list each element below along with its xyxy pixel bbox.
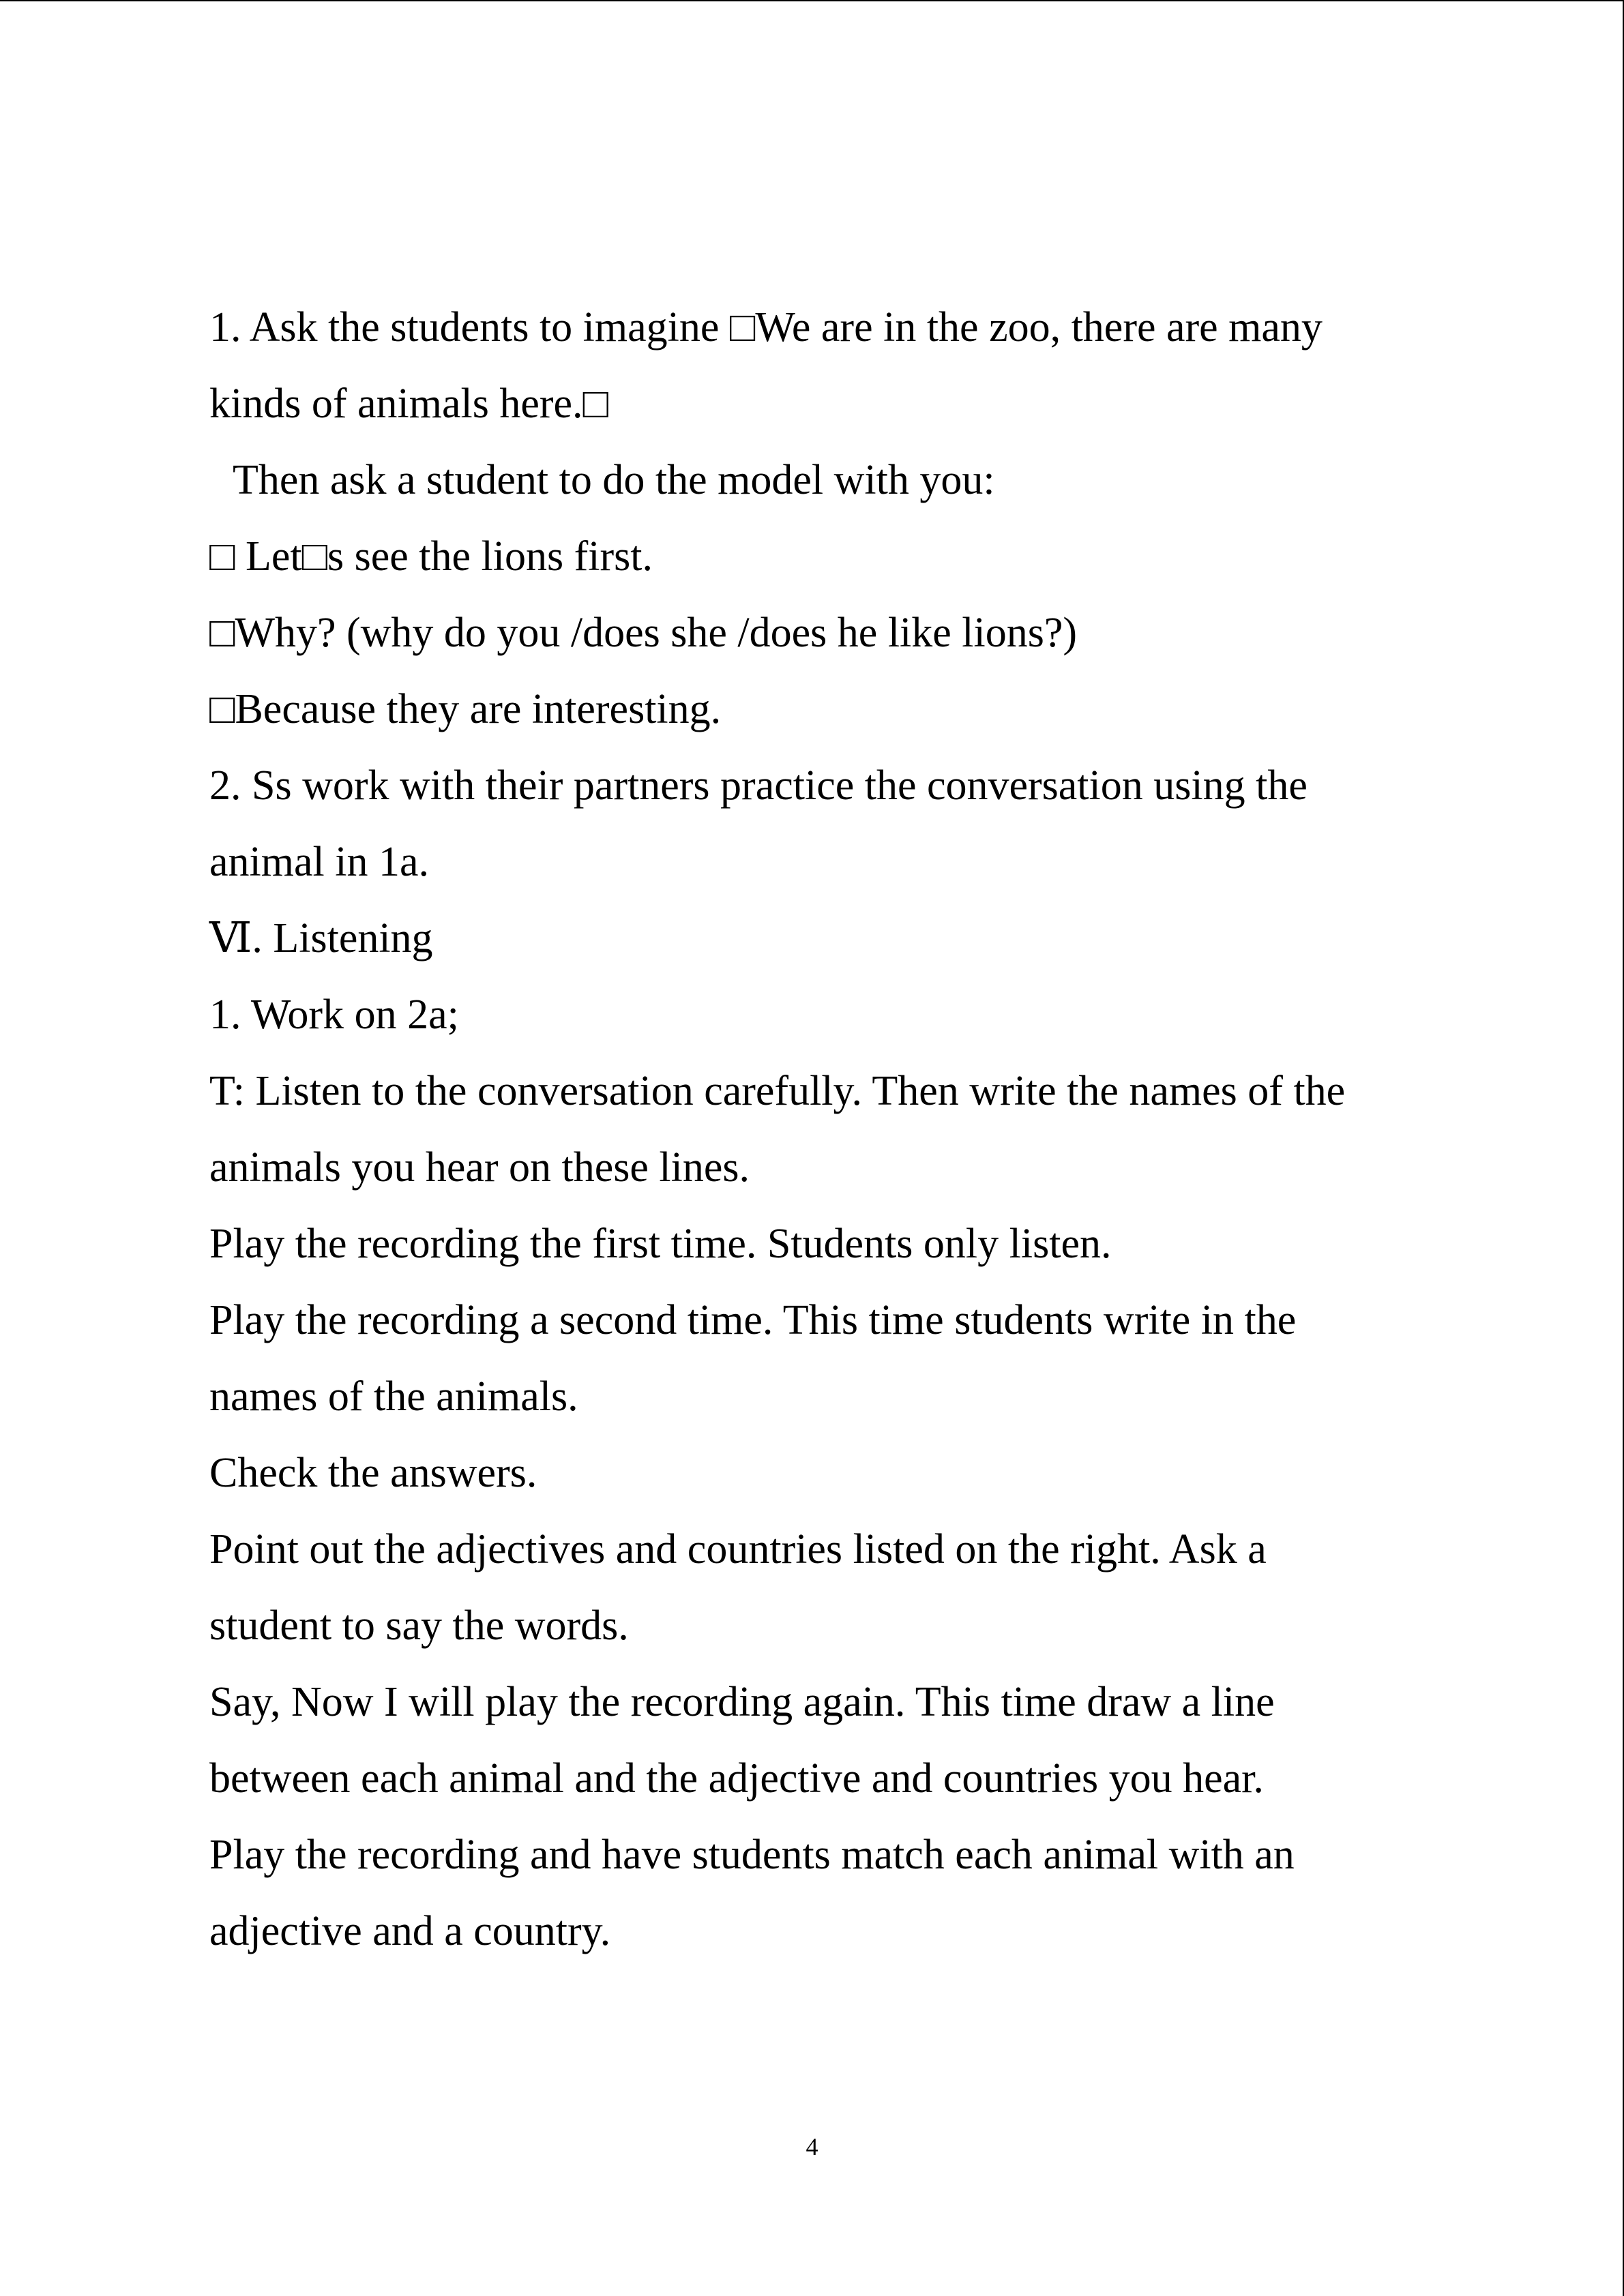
text-line-2: kinds of animals here.□ [209,381,608,427]
text-line-8: animal in 1a. [209,839,429,885]
text-line-3: Then ask a student to do the model with you: [233,457,995,503]
text-line-13: Play the recording the first time. Students only listen. [209,1221,1112,1267]
text-line-5: □Why? (why do you /does she /does he like lions?) [209,610,1078,656]
text-line-14: Play the recording a second time. This time students write in the [209,1297,1297,1343]
section-heading-listening: Ⅵ. Listening [209,915,433,961]
text-line-17: Point out the adjectives and countries listed on the right. Ask a [209,1526,1267,1572]
text-line-15: names of the animals. [209,1373,578,1420]
text-line-7: 2. Ss work with their partners practice the conversation using the [209,762,1308,809]
text-line-20: between each animal and the adjective and countries you hear. [209,1755,1264,1802]
text-line-19: Say, Now I will play the recording again. This time draw a line [209,1679,1275,1725]
text-line-4: □ Let□s see the lions first. [209,533,653,580]
text-line-1: 1. Ask the students to imagine □We are in the zoo, there are many [209,304,1323,351]
document-body [209,289,1423,1969]
text-line-6: □Because they are interesting. [209,686,722,732]
text-line-18: student to say the words. [209,1602,629,1649]
text-line-10: 1. Work on 2a; [209,992,459,1038]
text-line-21: Play the recording and have students match each animal with an [209,1832,1295,1878]
text-line-16: Check the answers. [209,1450,537,1496]
text-line-11: T: Listen to the conversation carefully. Then write the names of the [209,1068,1346,1114]
text-line-22: adjective and a country. [209,1908,611,1954]
page-number: 4 [806,2133,818,2160]
text-line-12: animals you hear on these lines. [209,1144,750,1191]
page-top-border [0,0,1624,1]
